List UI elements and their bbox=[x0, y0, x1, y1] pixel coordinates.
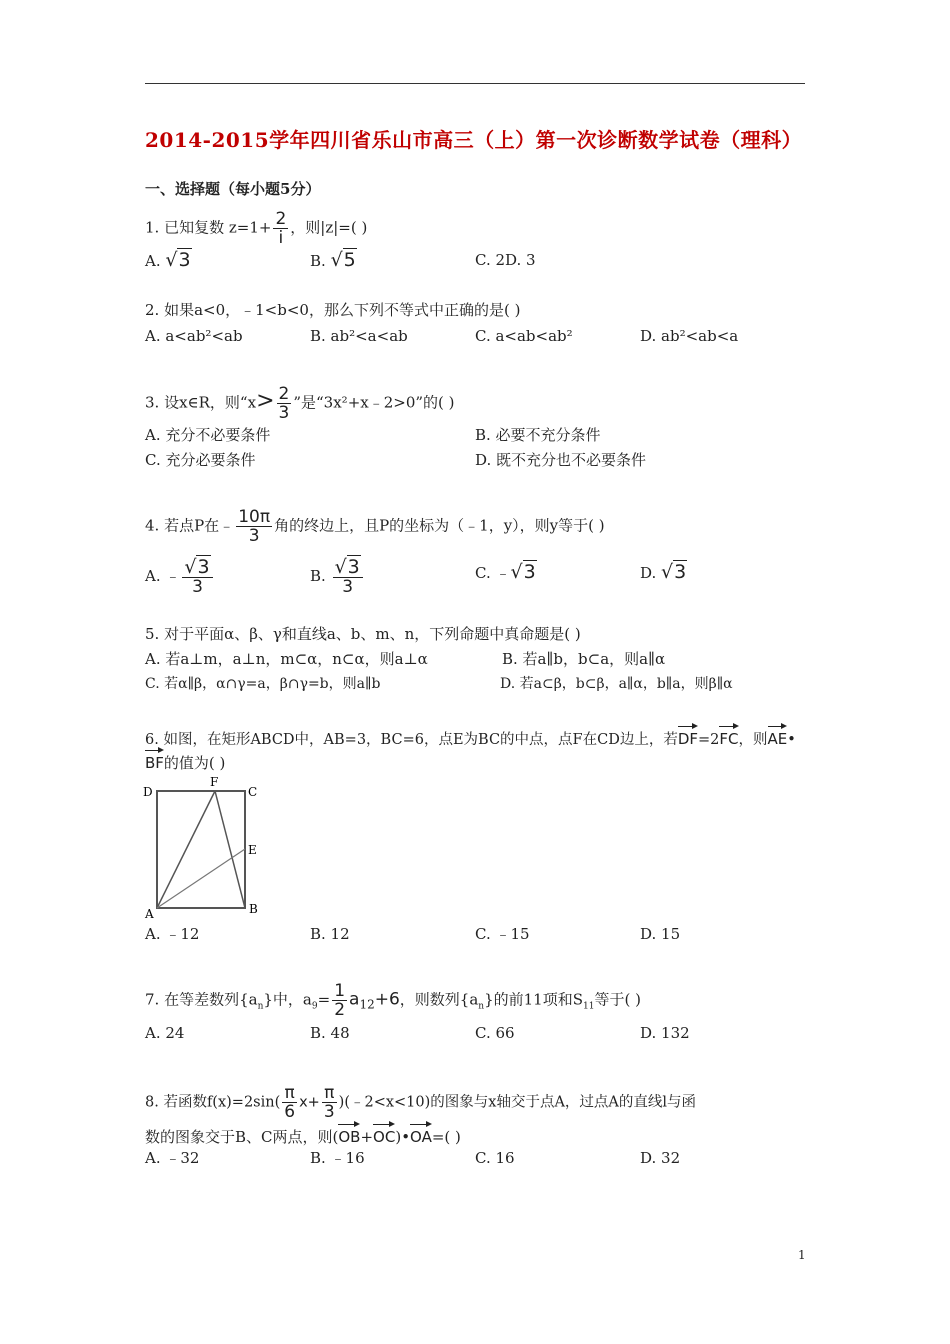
q6-option-d: D. 15 bbox=[640, 925, 681, 943]
label-a: A bbox=[145, 907, 154, 921]
label-e: E bbox=[248, 843, 257, 857]
q2-option-d: D. ab²<ab<a bbox=[640, 327, 739, 345]
label-d: D bbox=[143, 785, 153, 799]
section-heading: 一、选择题（每小题5分） bbox=[145, 180, 321, 198]
q2-option-a: A. a<ab²<ab bbox=[145, 327, 243, 345]
header-rule bbox=[145, 83, 805, 84]
question-5: 5. 对于平面α、β、γ和直线a、b、m、n，下列命题中真命题是( ) bbox=[145, 625, 581, 643]
q5-option-d: D. 若a⊂β，b⊂β，a∥α，b∥a，则β∥α bbox=[500, 676, 733, 692]
q3-option-a: A. 充分不必要条件 bbox=[145, 426, 271, 444]
question-2: 2. 如果a<0，﹣1<b<0，那么下列不等式中正确的是( ) bbox=[145, 301, 521, 319]
exam-title: 2014-2015学年四川省乐山市高三（上）第一次诊断数学试卷（理科） bbox=[145, 128, 803, 152]
q6-option-a: A. ﹣12 bbox=[145, 925, 200, 943]
q8-option-a: A. ﹣32 bbox=[145, 1149, 200, 1167]
q8-option-c: C. 16 bbox=[475, 1149, 515, 1167]
q8-option-b: B. ﹣16 bbox=[310, 1149, 365, 1167]
q3-option-d: D. 既不充分也不必要条件 bbox=[475, 451, 647, 469]
q4-option-d: D. √3 bbox=[640, 561, 687, 583]
rectangle-figure bbox=[140, 772, 270, 922]
page-number: 1 bbox=[798, 1248, 806, 1262]
q4-option-b: B. $\frac{√3}{3}$ bbox=[310, 558, 365, 596]
q1-option-cd: C. 2D. 3 bbox=[475, 251, 536, 269]
q5-option-b: B. 若a∥b，b⊂a，则a∥α bbox=[502, 650, 666, 668]
q7-option-a: A. 24 bbox=[145, 1024, 185, 1042]
q6-option-b: B. 12 bbox=[310, 925, 350, 943]
q3-option-c: C. 充分必要条件 bbox=[145, 451, 256, 469]
q2-option-b: B. ab²<a<ab bbox=[310, 327, 408, 345]
q3-option-b: B. 必要不充分条件 bbox=[475, 426, 601, 444]
question-1 bbox=[145, 210, 367, 247]
q7-option-b: B. 48 bbox=[310, 1024, 350, 1042]
q1-option-a: A. √3 bbox=[145, 249, 191, 271]
q7-option-d: D. 132 bbox=[640, 1024, 690, 1042]
question-8-cont: 数的图象交于B、C两点，则(OB+OC)•OA=( ) bbox=[145, 1122, 461, 1147]
question-8: 8. 若函数f(x)=2sin( $\frac{\pi}{6}$ x+ $\frac{\pi}{3}$ )(﹣2<x<10)的图象与x轴交于点A，过点A的直线l与函 bbox=[145, 1083, 697, 1122]
q1-stem-end: ，则|z|=( ) bbox=[290, 218, 368, 237]
q5-option-a: A. 若a⊥m，a⊥n，m⊂α，n⊂α，则a⊥α bbox=[145, 650, 428, 668]
question-6: 6. 如图，在矩形ABCD中，AB=3，BC=6，点E为BC的中点，点F在CD边上，若DF=2FC，则AE• bbox=[145, 724, 796, 750]
label-b: B bbox=[249, 902, 258, 916]
q2-option-c: C. a<ab<ab² bbox=[475, 327, 573, 345]
label-c: C bbox=[248, 785, 258, 799]
question-4: 4. 若点P在﹣ $\frac{10\pi}{3}$ 角的终边上，且P的坐标为（﹣1，y），则y等于( ) bbox=[145, 507, 605, 546]
q5-option-c: C. 若α∥β，α∩γ=a，β∩γ=b，则a∥b bbox=[145, 676, 381, 692]
question-7: 7. 在等差数列$\{a_n\}$中，$a_9=$ $\frac{1}{2}$ $a_{12}+6$，则数列$\{a_n\}$的前11项和$S_{11}$等于( ) bbox=[145, 981, 641, 1020]
q6-option-c: C. ﹣15 bbox=[475, 925, 530, 943]
q7-option-c: C. 66 bbox=[475, 1024, 515, 1042]
q4-option-c: C. ﹣√3 bbox=[475, 561, 536, 583]
q1-fraction: $\frac{2}{i}$ bbox=[275, 209, 287, 248]
q1-option-b: B. √5 bbox=[310, 249, 356, 271]
q1-stem-start: 1. 已知复数 z=1+ bbox=[145, 218, 272, 237]
question-3: 3. 设x∈R，则“x> $\frac{2}{3}$ ”是“3x²+x﹣2>0”的( ) bbox=[145, 384, 455, 423]
question-6-cont: BF的值为( ) bbox=[145, 748, 225, 773]
q4-option-a: A. ﹣ $\frac{√3}{3}$ bbox=[145, 558, 215, 596]
label-f: F bbox=[210, 775, 219, 789]
q8-option-d: D. 32 bbox=[640, 1149, 681, 1167]
